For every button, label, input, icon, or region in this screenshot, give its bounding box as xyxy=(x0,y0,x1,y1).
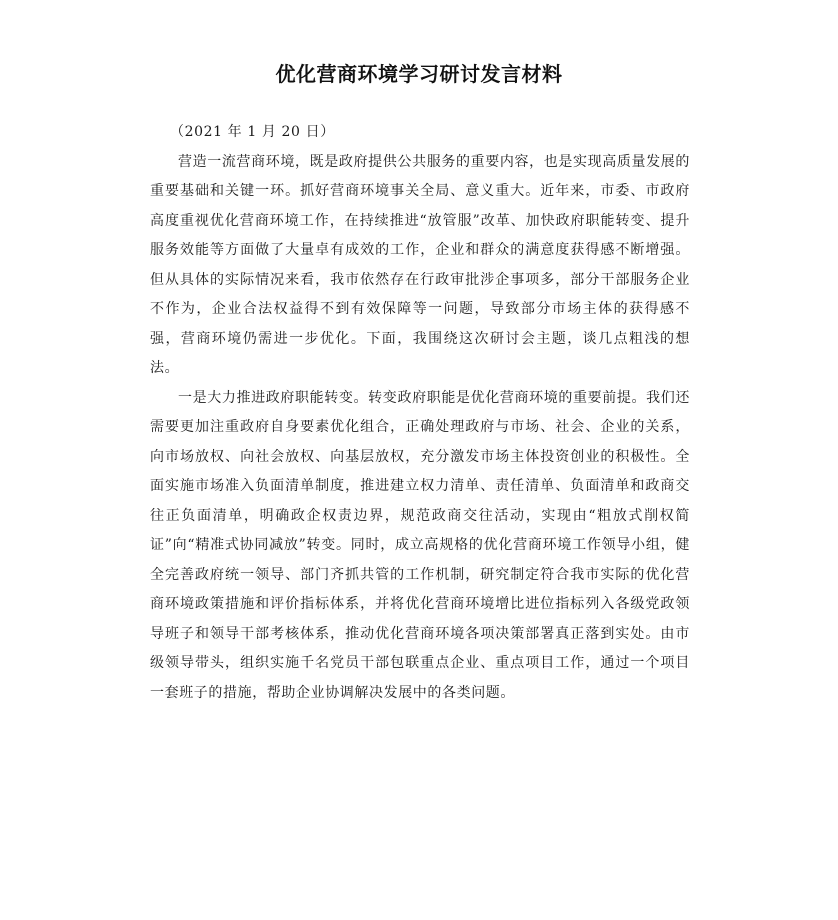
document-body xyxy=(150,118,690,708)
paragraph-intro: 营造一流营商环境，既是政府提供公共服务的重要内容，也是实现高质量发展的重要基础和关键一环。抓好营商环境事关全局、意义重大。近年来，市委、市政府高度重视优化营商环境工作，在持续推进“放管服”改革、加快政府职能转变、提升服务效能等方面做了大量卓有成效的工作，企业和群众的满意度获得感不断增强。但从具体的实际情况来看，我市依然存在行政审批涉企事项多，部分干部服务企业不作为，企业合法权益得不到有效保障等一问题，导致部分市场主体的获得感不强，营商环境仍需进一步优化。下面，我围绕这次研讨会主题，谈几点粗浅的想法。 xyxy=(150,153,690,376)
document-date: （2021 年 1 月 20 日） xyxy=(170,124,335,140)
document-title: 优化营商环境学习研讨发言材料 xyxy=(275,62,563,86)
paragraph-point-one: 一是大力推进政府职能转变。转变政府职能是优化营商环境的重要前提。我们还需要更加注重政府自身要素优化组合，正确处理政府与市场、社会、企业的关系，向市场放权、向社会放权、向基层放权，充分激发市场主体投资创业的积极性。全面实施市场准入负面清单制度，推进建立权力清单、责任清单、负面清单和政商交往正负面清单，明确政企权责边界，规范政商交往活动，实现由“粗放式削权简证”向“精准式协同减放”转变。同时，成立高规格的优化营商环境工作领导小组，健全完善政府统一领导、部门齐抓共管的工作机制，研究制定符合我市实际的优化营商环境政策措施和评价指标体系，并将优化营商环境增比进位指标列入各级党政领导班子和领导干部考核体系，推动优化营商环境各项决策部署真正落到实处。由市级领导带头，组织实施千名党员干部包联重点企业、重点项目工作，通过一个项目一套班子的措施，帮助企业协调解决发展中的各类问题。 xyxy=(150,389,690,701)
